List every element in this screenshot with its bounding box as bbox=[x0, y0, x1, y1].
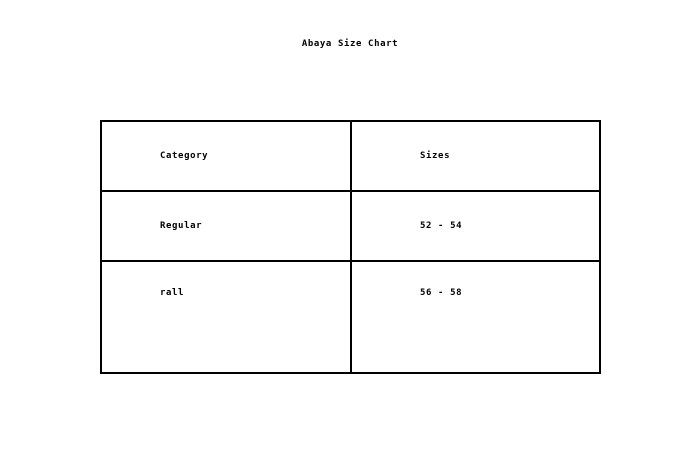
cell-category-regular: Regular bbox=[101, 191, 351, 261]
table-row bbox=[101, 261, 600, 373]
cell-category-tall: rall bbox=[101, 261, 351, 373]
cell-sizes-tall: 56 - 58 bbox=[351, 261, 600, 373]
column-header-category: Category bbox=[101, 121, 351, 191]
column-header-sizes: Sizes bbox=[351, 121, 600, 191]
table-header-row bbox=[101, 121, 600, 191]
cell-sizes-regular: 52 - 54 bbox=[351, 191, 600, 261]
page-title: Abaya Size Chart bbox=[301, 39, 399, 49]
size-chart-table bbox=[100, 120, 601, 374]
table-row bbox=[101, 191, 600, 261]
